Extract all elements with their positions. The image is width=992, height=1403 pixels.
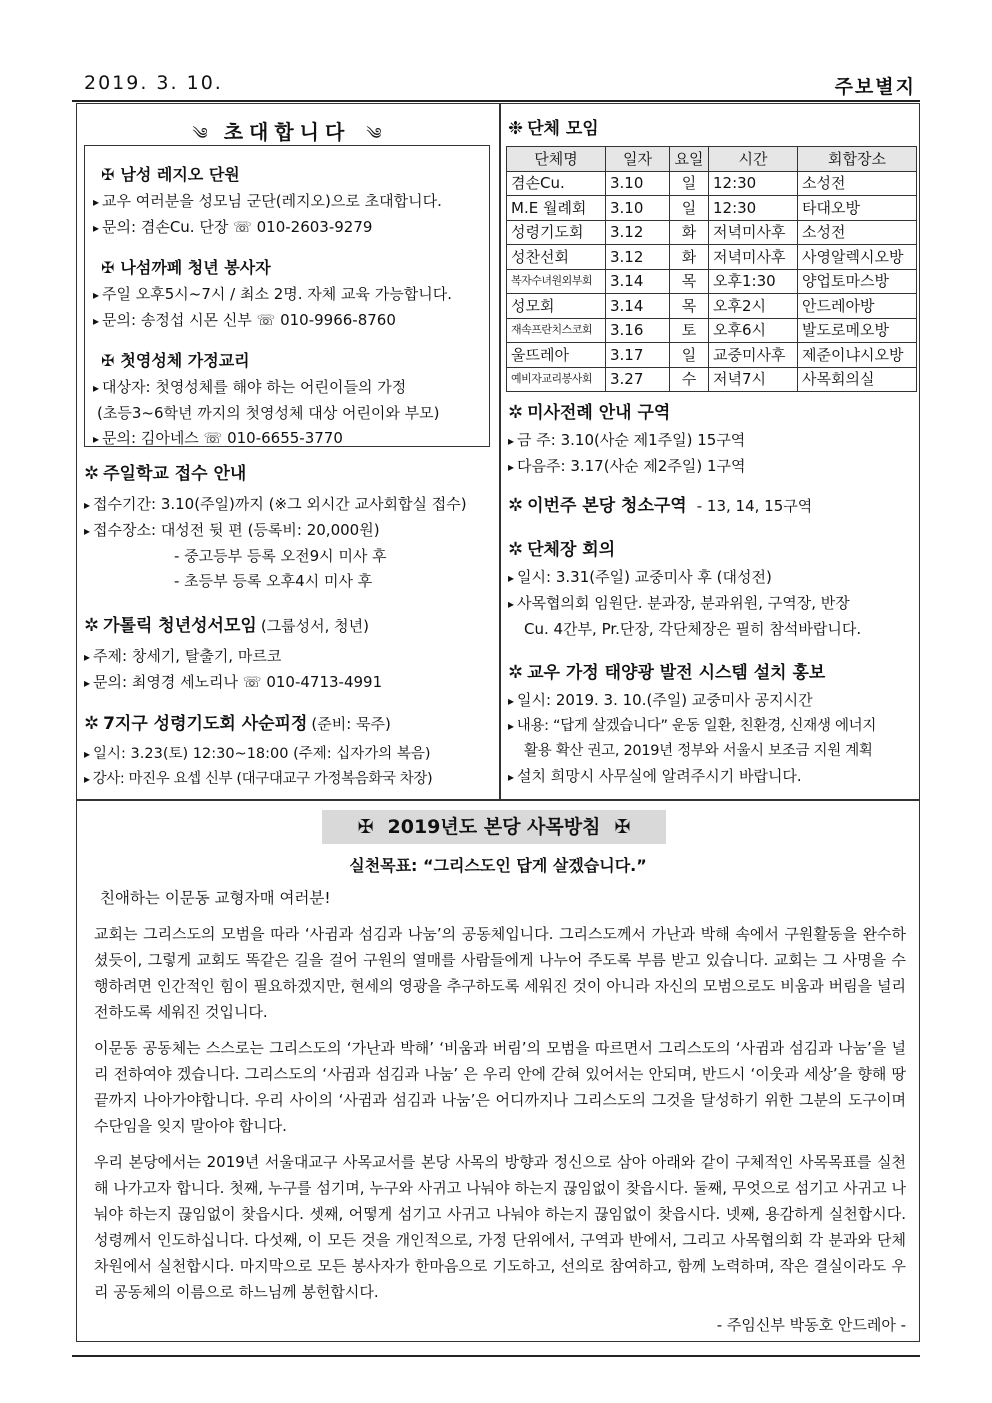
contact-line: ▸ 문의: 겸손Cu. 단장 ☏ 010-2603-9279 (93, 215, 483, 241)
info-line: ▸ 주일 오후5시~7시 / 최소 2명. 자체 교육 가능합니다. (93, 282, 483, 308)
info-line: ▸ 주제: 창세기, 탈출기, 마르코 (84, 644, 496, 670)
cell: 3.27 (606, 367, 670, 392)
cross-icon: ✠ (614, 816, 631, 838)
column-divider (499, 103, 501, 799)
asterisk-icon: ✲ (84, 615, 100, 636)
cell: 12:30 (709, 196, 798, 221)
policy-motto: 실천목표: “그리스도인 답게 살겠습니다.” (349, 856, 647, 875)
cell: 재속프란치스코회 (507, 318, 606, 343)
asterisk-icon: ✲ (508, 539, 524, 560)
group-title: 남성 레지오 단원 (120, 165, 240, 184)
cell: 성령기도회 (507, 220, 606, 245)
column-header: 요일 (670, 147, 709, 172)
bulletin-date: 2019. 3. 10. (84, 72, 223, 94)
section-title: 7지구 성령기도회 사순피정 (103, 714, 308, 734)
info-line: Cu. 4간부, Pr.단장, 각단체장은 필히 참석바랍니다. (524, 620, 862, 638)
section-divider (76, 799, 920, 801)
cell: 복자수녀원외부회 (507, 269, 606, 294)
cell: 3.17 (606, 343, 670, 368)
contact-line: ▸ 문의: 송정섭 시몬 신부 ☏ 010-9966-8760 (93, 308, 483, 334)
asterisk-icon: ✲ (508, 495, 524, 516)
cell: 3.10 (606, 171, 670, 196)
cell: 일 (670, 343, 709, 368)
cell: 울뜨레아 (507, 343, 606, 368)
policy-paragraph: 교회는 그리스도의 모범을 따라 ‘사귐과 섬김과 나눔’의 공동체입니다. 그리스도께서 가난과 박해 속에서 구원활동을 완수하셨듯이, 그렇게 교회도 똑같은 길을 걸어 구원의 열매를 사람들에게 나누어 주도록 부름 받고 있습니다. 교회는 그 사명을 수행하려면 인간적인 힘이 필요하겠지만, 현세의 영광을 추구하도록 세워진 것이 아니라 자신의 모범으로도 비움과 버림을 널리 전하도록 세워진 것입니다. (94, 925, 906, 1021)
cell: 수 (670, 367, 709, 392)
info-line: ▸ 일시: 3.31(주일) 교중미사 후 (대성전) (508, 565, 918, 591)
groups-section-title (508, 117, 918, 141)
cell: 저녁미사후 (709, 220, 798, 245)
info-line: ▸ 일시: 3.23(토) 12:30~18:00 (주제: 십자가의 복음) (84, 742, 496, 767)
section-title: 미사전례 안내 구역 (527, 403, 671, 423)
cell: 3.14 (606, 294, 670, 319)
asterisk-icon: ✲ (508, 402, 524, 423)
info-line: ▸ 일시: 2019. 3. 10.(주일) 교중미사 공지시간 (508, 688, 918, 714)
cell: 일 (670, 196, 709, 221)
asterisk-icon: ✲ (508, 662, 524, 683)
info-line: ▸ 접수기간: 3.10(주일)까지 (※그 외시간 교사회합실 접수) (84, 492, 496, 518)
mass-zone-section (508, 401, 918, 480)
invite-group (93, 162, 483, 241)
page-header (72, 70, 920, 102)
cross-icon: ✠ (101, 258, 115, 277)
invite-group (93, 255, 483, 334)
cell: 3.12 (606, 220, 670, 245)
contact-line: ▸ 문의: 김아네스 ☏ 010-6655-3770 (93, 426, 483, 452)
cleaning-zones: - 13, 14, 15구역 (696, 497, 813, 515)
info-line: (초등3~6학년 까지의 첫영성체 대상 어린이와 부모) (97, 404, 440, 422)
cell: 3.10 (606, 196, 670, 221)
table-row (507, 196, 917, 221)
cross-icon: ✠ (101, 351, 115, 370)
policy-paragraph: 우리 본당에서는 2019년 서울대교구 사목교서를 본당 사목의 방향과 정신으로 삼아 아래와 같이 구체적인 사목목표를 실천해 나가고자 합니다. 첫째, 누구를 섬기며, 누구와 사귀고 나눠야 하는지 끊임없이 찾읍시다. 둘째, 무엇으로 섬기고 사귀고 나눠야 하는지 끊임없이 찾읍시다. 셋째, 어떻게 섬기고 사귀고 나눠야 하는지 끊임없이 찾읍시다. 넷째, 용감하게 실천합시다. 성령께서 인도하십니다. 다섯째, 이 모든 것을 개인적으로, 가정 단위에서, 구역과 반에서, 그리고 사목협의회 각 분과와 단체 차원에서 실천합시다. 마지막으로 모든 봉사자가 한마음으로 기도하고, 선의로 참여하고, 함께 노력하며, 작은 결실이라도 우리 공동체의 이름으로 하느님께 봉헌합시다. (94, 1153, 906, 1301)
cell: 목 (670, 269, 709, 294)
info-line: - 중고등부 등록 오전9시 미사 후 (174, 547, 387, 565)
info-line: ▸ 사목협의회 임원단. 분과장, 분과위원, 구역장, 반장 (508, 591, 918, 617)
sunday-school-section (84, 462, 496, 594)
cell: 3.12 (606, 245, 670, 270)
cell: 양업토마스방 (798, 269, 917, 294)
leaders-meeting-section (508, 538, 918, 642)
info-line: ▸ 다음주: 3.17(사순 제2주일) 1구역 (508, 454, 918, 480)
info-line: ▸ 설치 희망시 사무실에 알려주시기 바랍니다. (508, 764, 918, 790)
cell: 일 (670, 171, 709, 196)
asterisk-icon: ✲ (84, 713, 100, 734)
table-row (507, 171, 917, 196)
cell: 성모회 (507, 294, 606, 319)
column-header: 단체명 (507, 147, 606, 172)
table-row (507, 245, 917, 270)
column-header: 일자 (606, 147, 670, 172)
cell: 안드레아방 (798, 294, 917, 319)
cell: 사영알렉시오방 (798, 245, 917, 270)
bible-section (84, 614, 496, 696)
table-header-row (507, 147, 917, 172)
table-row (507, 269, 917, 294)
asterisk-icon: ❉ (508, 118, 524, 139)
prayer-section (84, 712, 496, 792)
section-title: 이번주 본당 청소구역 (527, 496, 687, 516)
cell: 12:30 (709, 171, 798, 196)
cell: M.E 월례회 (507, 196, 606, 221)
cell: 3.14 (606, 269, 670, 294)
info-line: 활용 확산 권고, 2019년 정부와 서울시 보조금 지원 계획 (524, 743, 873, 759)
info-line: ▸ 금 주: 3.10(사순 제1주일) 15구역 (508, 428, 918, 454)
info-line: - 초등부 등록 오후4시 미사 후 (174, 572, 373, 590)
column-header: 회합장소 (798, 147, 917, 172)
asterisk-icon: ✲ (84, 463, 100, 484)
ornament-icon: ༄ (366, 124, 382, 143)
policy-title (322, 810, 666, 844)
info-line: ▸ 교우 여러분을 성모님 군단(레지오)으로 초대합니다. (93, 189, 483, 215)
section-title: 가톨릭 청년성서모임 (103, 616, 257, 636)
section-title: 주일학교 접수 안내 (103, 464, 247, 484)
section-note: (준비: 묵주) (311, 715, 391, 733)
cell: 3.16 (606, 318, 670, 343)
bottom-rule (72, 1355, 920, 1357)
cell: 겸손Cu. (507, 171, 606, 196)
cell: 타대오방 (798, 196, 917, 221)
cell: 발도로메오방 (798, 318, 917, 343)
solar-section (508, 661, 918, 790)
section-title: 교우 가정 태양광 발전 시스템 설치 홍보 (527, 663, 826, 683)
signature: - 주임신부 박동호 안드레아 - (716, 1316, 906, 1334)
cell: 소성전 (798, 220, 917, 245)
invite-heading: 초대합니다 (223, 120, 351, 144)
cell: 오후1:30 (709, 269, 798, 294)
cleaning-section (508, 494, 918, 518)
contact-line: ▸ 문의: 최영경 세노리나 ☏ 010-4713-4991 (84, 670, 496, 696)
table-row (507, 220, 917, 245)
section-title: 단체 모임 (527, 119, 599, 139)
info-line: ▸ 내용: “답게 살겠습니다” 운동 일환, 친환경, 신재생 에너지 (508, 714, 918, 739)
cross-icon: ✠ (101, 165, 115, 184)
column-header: 시간 (709, 147, 798, 172)
invite-box (84, 145, 490, 447)
cell: 토 (670, 318, 709, 343)
invite-title (84, 106, 490, 144)
bulletin-label: 주보별지 (834, 76, 916, 98)
table-row (507, 367, 917, 392)
cell: 오후6시 (709, 318, 798, 343)
cell: 저녁7시 (709, 367, 798, 392)
cell: 오후2시 (709, 294, 798, 319)
group-title: 첫영성체 가정교리 (120, 351, 250, 370)
cell: 제준이냐시오방 (798, 343, 917, 368)
cell: 예비자교리봉사회 (507, 367, 606, 392)
section-note: (그룹성서, 청년) (260, 617, 369, 635)
groups-table (506, 146, 917, 392)
table-row (507, 294, 917, 319)
cell: 성찬선회 (507, 245, 606, 270)
table-row (507, 318, 917, 343)
cross-icon: ✠ (357, 816, 374, 838)
info-line: ▸ 강사: 마진우 요셉 신부 (대구대교구 가정복음화국 차장) (84, 767, 496, 792)
cell: 화 (670, 245, 709, 270)
section-title: 단체장 회의 (527, 540, 616, 560)
cell: 저녁미사후 (709, 245, 798, 270)
info-line: ▸ 대상자: 첫영성체를 해야 하는 어린이들의 가정 (93, 375, 483, 401)
policy-heading: 2019년도 본당 사목방침 (387, 816, 601, 838)
cell: 목 (670, 294, 709, 319)
cell: 교중미사후 (709, 343, 798, 368)
ornament-icon: ༄ (192, 124, 208, 143)
greeting: 친애하는 이문동 교형자매 여러분! (100, 889, 331, 907)
invite-group (93, 348, 483, 452)
cell: 사목회의실 (798, 367, 917, 392)
info-line: ▸ 접수장소: 대성전 뒷 편 (등록비: 20,000원) (84, 518, 496, 544)
table-row (507, 343, 917, 368)
cell: 화 (670, 220, 709, 245)
cell: 소성전 (798, 171, 917, 196)
group-title: 나섬까페 청년 봉사자 (120, 258, 271, 277)
policy-paragraph: 이문동 공동체는 스스로는 그리스도의 ‘가난과 박해’ ‘비움과 버림’의 모범을 따르면서 그리스도의 ‘사귐과 섬김과 나눔’을 널리 전하여야 겠습니다. 그리스도의 ‘사귐과 섬김과 나눔’ 은 우리 안에 갇혀 있어서는 안되며, 반드시 ‘이웃과 세상’을 향해 땅끝까지 나아가야합니다. 우리 사이의 ‘사귐과 섬김과 나눔’은 어디까지나 그리스도의 그것을 달성하기 위한 그분의 도구이며 수단임을 잊지 말아야 합니다. (94, 1039, 906, 1135)
